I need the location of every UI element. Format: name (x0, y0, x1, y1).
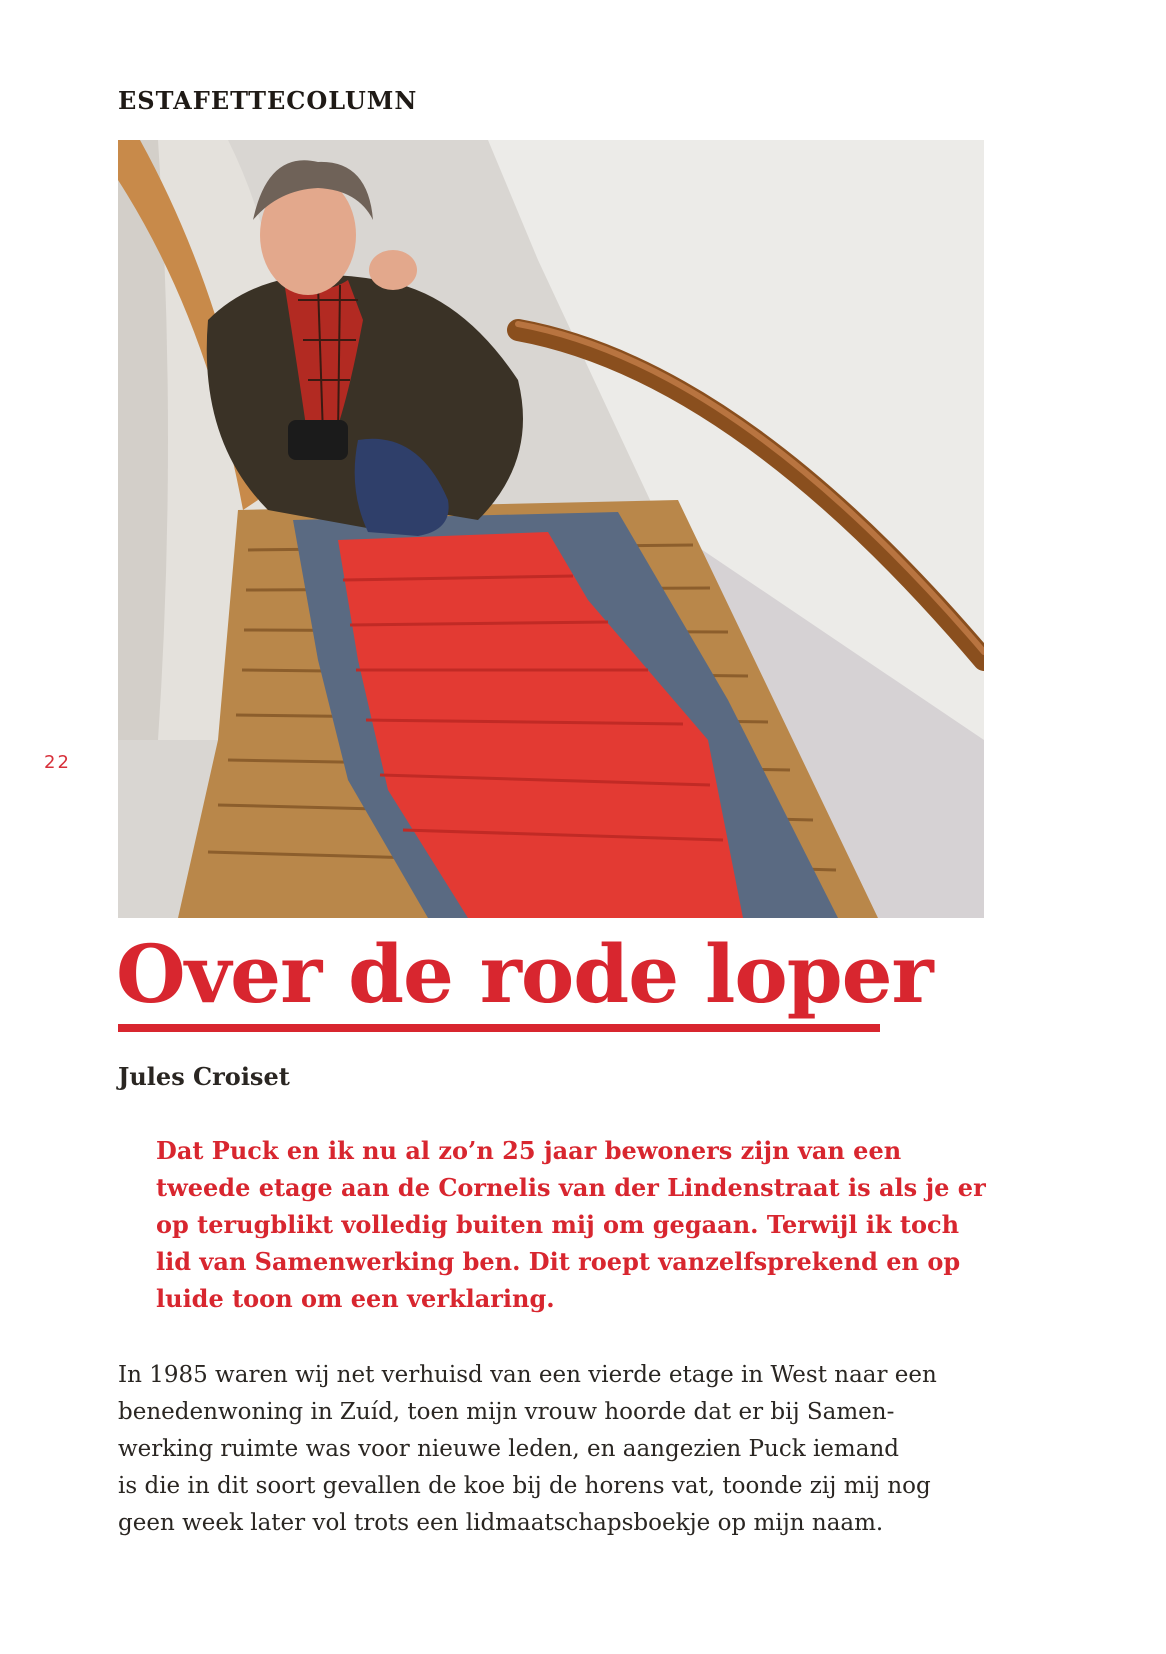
body-line: benedenwoning in Zuíd, toen mijn vrouw hoorde dat er bij Samen- (118, 1399, 895, 1425)
author-byline: Jules Croiset (118, 1062, 290, 1091)
title-underline (118, 1024, 880, 1032)
intro-line: Dat Puck en ik nu al zo’n 25 jaar bewoners zijn van een (156, 1136, 902, 1165)
intro-line: luide toon om een verklaring. (156, 1284, 555, 1313)
body-line: In 1985 waren wij net verhuisd van een vierde etage in West naar een (118, 1362, 937, 1388)
intro-line: tweede etage aan de Cornelis van der Lindenstraat is als je er (156, 1173, 986, 1202)
article-photo (118, 140, 984, 918)
section-label: ESTAFETTECOLUMN (118, 86, 418, 115)
intro-line: op terugblikt volledig buiten mij om gegaan. Terwijl ik toch (156, 1210, 960, 1239)
article-intro (156, 1132, 1006, 1317)
body-line: is die in dit soort gevallen de koe bij de horens vat, toonde zij mij nog (118, 1473, 931, 1499)
page-number: 22 (44, 752, 71, 773)
stairway-photo-illustration (118, 140, 984, 918)
camera (288, 420, 348, 460)
intro-line: lid van Samenwerking ben. Dit roept vanzelfsprekend en op (156, 1247, 961, 1276)
article-title: Over de rode loper (116, 927, 933, 1021)
article-body (118, 1357, 1018, 1542)
body-line: geen week later vol trots een lidmaatschapsboekje op mijn naam. (118, 1510, 884, 1536)
person-hand (369, 250, 417, 290)
body-line: werking ruimte was voor nieuwe leden, en aangezien Puck iemand (118, 1436, 899, 1462)
